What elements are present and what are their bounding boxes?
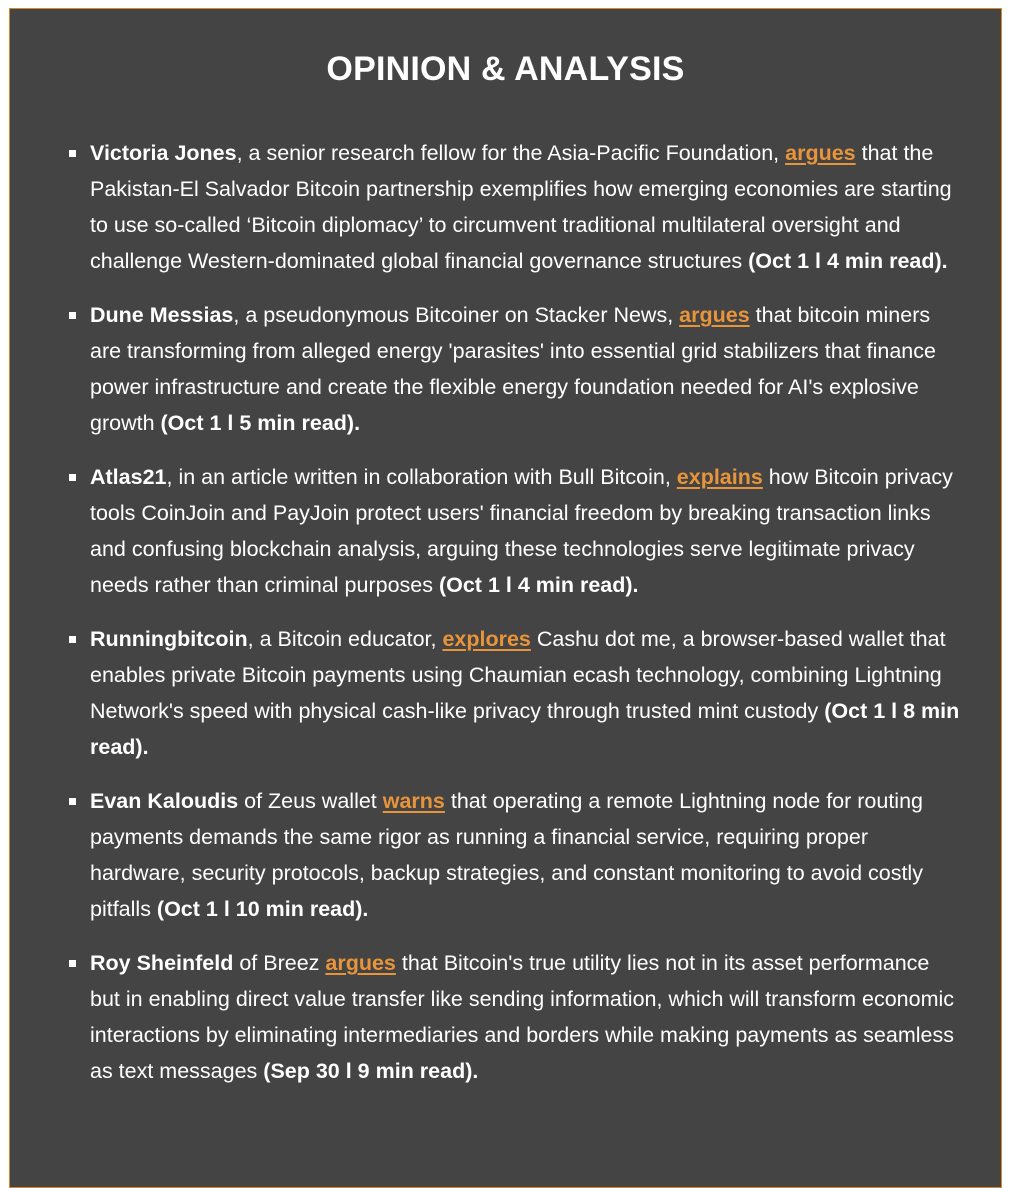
article-link[interactable]: argues — [679, 303, 750, 327]
section-title: OPINION & ANALYSIS — [326, 50, 685, 88]
item-text-after: Cashu dot me, a browser-based wallet that enables private Bitcoin payments using Chaumian ecash technology, combining Lightning Network's speed with physical cash-like privacy through trusted mint custody — [90, 627, 946, 723]
author-name: Runningbitcoin — [90, 627, 248, 651]
item-text-after: that bitcoin miners are transforming from alleged energy 'parasites' into essential grid stabilizers that finance power infrastructure and create the flexible energy foundation needed for AI's explosive growth — [90, 303, 936, 435]
item-meta: (Oct 1 l 8 min read). — [90, 699, 960, 759]
item-text-after: how Bitcoin privacy tools CoinJoin and PayJoin protect users' financial freedom by breaking transaction links and confusing blockchain analysis, arguing these technologies serve legitimate privacy needs rather than criminal purposes — [90, 465, 953, 597]
author-name: Roy Sheinfeld — [90, 951, 234, 975]
item-text-before: , a senior research fellow for the Asia-Pacific Foundation, — [236, 141, 786, 165]
article-list — [10, 135, 1001, 1089]
item-text-before: , a Bitcoin educator, — [247, 627, 443, 651]
list-item — [90, 621, 961, 765]
item-text-before: , in an article written in collaboration with Bull Bitcoin, — [166, 465, 677, 489]
list-item — [90, 135, 961, 279]
author-name: Victoria Jones — [90, 141, 237, 165]
item-meta: (Oct 1 l 4 min read). — [438, 573, 639, 597]
item-meta: (Oct 1 l 4 min read). — [748, 249, 948, 273]
list-item — [90, 297, 961, 441]
item-text-after: that Bitcoin's true utility lies not in its asset performance but in enabling direct value transfer like sending information, which will transform economic interactions by eliminating intermediaries and borders while making payments as seamless as text messages — [90, 951, 954, 1083]
article-link[interactable]: explores — [442, 627, 531, 651]
bullet-icon — [69, 960, 76, 967]
list-item — [90, 945, 961, 1089]
bullet-icon — [69, 474, 76, 481]
bullet-icon — [69, 150, 76, 157]
item-meta: (Sep 30 l 9 min read). — [263, 1059, 479, 1083]
list-item — [90, 783, 961, 927]
bullet-icon — [69, 312, 76, 319]
item-text-before: of Zeus wallet — [238, 789, 383, 813]
bullet-icon — [69, 636, 76, 643]
article-link[interactable]: warns — [382, 789, 445, 813]
opinion-analysis-panel — [9, 8, 1002, 1188]
list-item — [90, 459, 961, 603]
author-name: Dune Messias — [90, 303, 234, 327]
author-name: Atlas21 — [90, 465, 167, 489]
item-text-before: , a pseudonymous Bitcoiner on Stacker News, — [233, 303, 680, 327]
article-link[interactable]: argues — [785, 141, 856, 165]
bullet-icon — [69, 798, 76, 805]
item-meta: (Oct 1 l 10 min read). — [156, 897, 369, 921]
item-meta: (Oct 1 l 5 min read). — [160, 411, 361, 435]
author-name: Evan Kaloudis — [90, 789, 239, 813]
item-text-before: of Breez — [233, 951, 326, 975]
item-text-after: that operating a remote Lightning node for routing payments demands the same rigor as running a financial service, requiring proper hardware, security protocols, backup strategies, and constant monitoring to avoid costly pitfalls — [90, 789, 923, 921]
item-text-after: that the Pakistan-El Salvador Bitcoin partnership exemplifies how emerging economies are starting to use so-called ‘Bitcoin diplomacy’ to circumvent traditional multilateral oversight and challenge Western-dominated global financial governance structures — [90, 141, 952, 273]
article-link[interactable]: argues — [325, 951, 396, 975]
article-link[interactable]: explains — [676, 465, 763, 489]
